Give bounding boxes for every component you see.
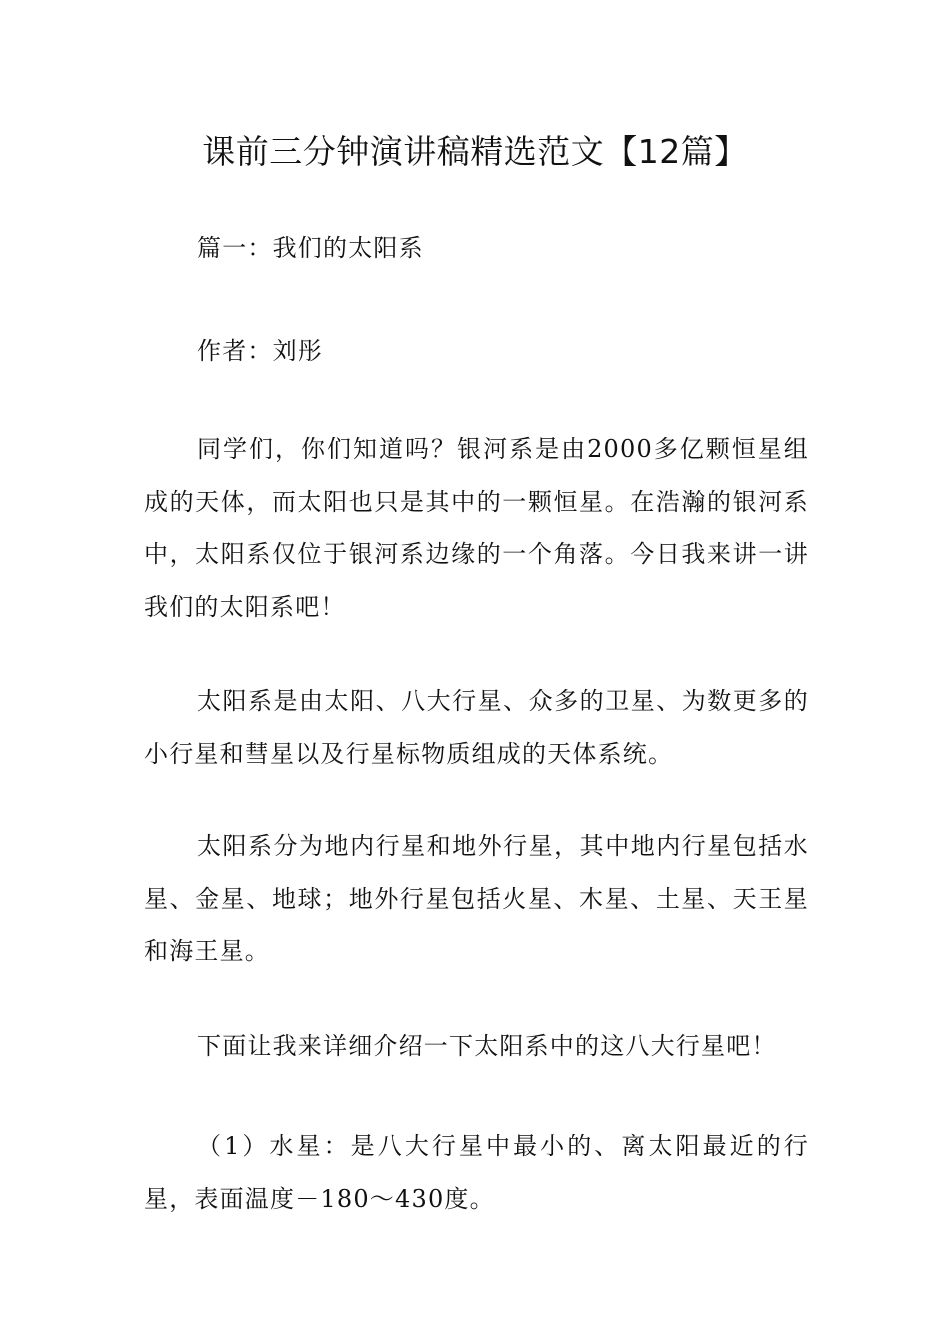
body-paragraph: 同学们，你们知道吗？银河系是由2000多亿颗恒星组成的天体，而太阳也只是其中的一颗恒星。在浩瀚的银河系中，太阳系仅位于银河系边缘的一个角落。今日我来讲一讲我们的太阳系吧！ <box>144 435 809 622</box>
author-line: 作者：刘彤 <box>197 337 323 365</box>
document-title: 课前三分钟演讲稿精选范文【12篇】 <box>202 132 748 171</box>
body-paragraph: （1）水星：是八大行星中最小的、离太阳最近的行星，表面温度－180～430度。 <box>144 1132 809 1213</box>
body-paragraph: 下面让我来详细介绍一下太阳系中的这八大行星吧！ <box>197 1032 777 1060</box>
body-paragraph: 太阳系分为地内行星和地外行星，其中地内行星包括水星、金星、地球；地外行星包括火星、木星、土星、天王星和海王星。 <box>144 832 809 966</box>
section-heading: 篇一：我们的太阳系 <box>197 234 424 262</box>
body-paragraph: 太阳系是由太阳、八大行星、众多的卫星、为数更多的小行星和彗星以及行星标物质组成的天体系统。 <box>144 687 809 768</box>
